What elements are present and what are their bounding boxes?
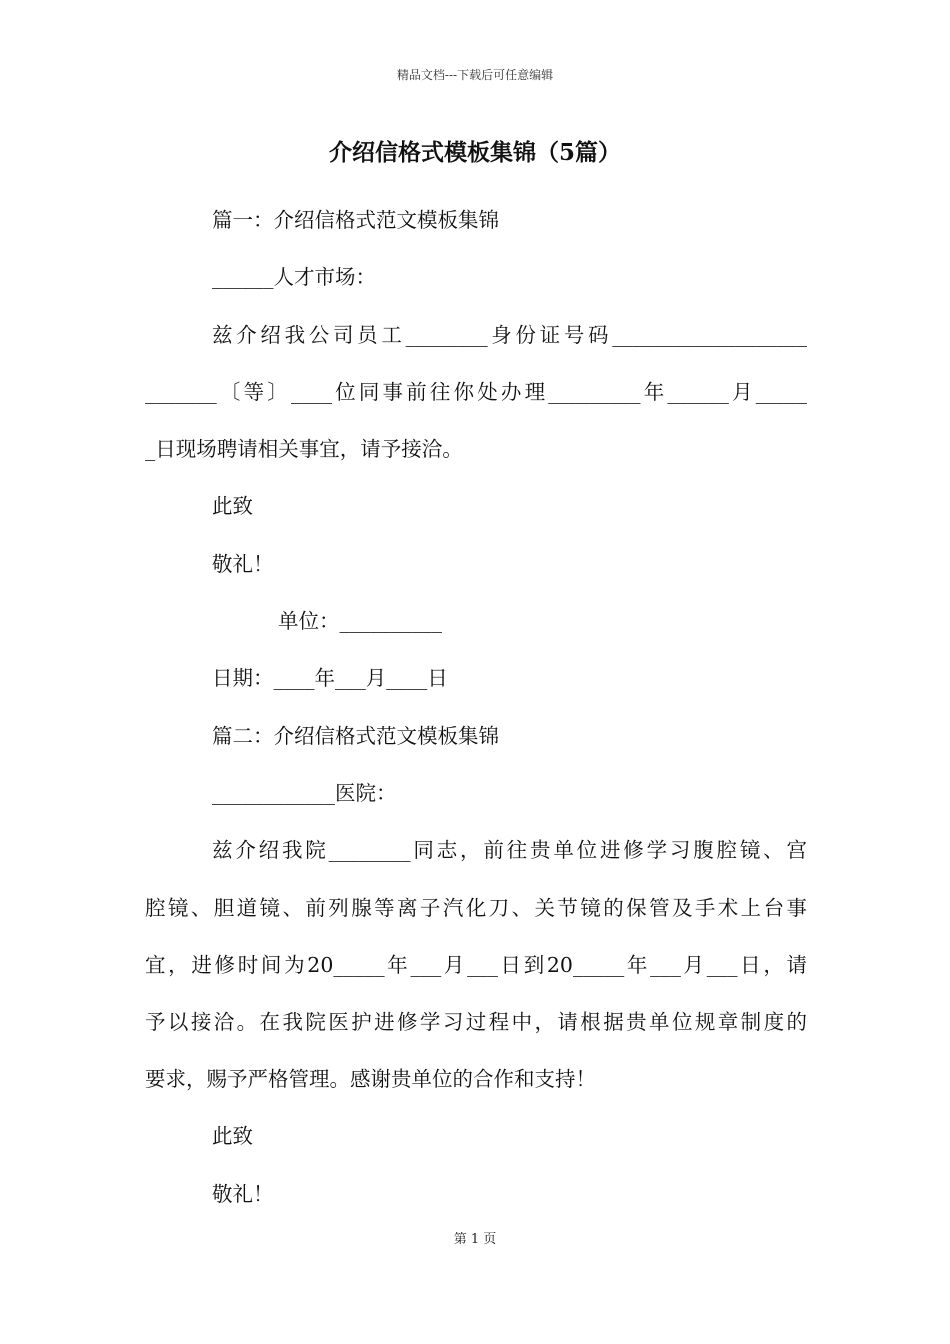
section2-body-line-3: 宜，进修时间为20_____年___月___日到20_____年___月___日，请 <box>145 953 807 977</box>
section1-closing-1: 此致 <box>212 494 253 518</box>
page-number: 第 1 页 <box>453 1232 497 1247</box>
section1-date-line: 日期：____年___月____日 <box>212 666 448 690</box>
section2-addressee: ____________医院： <box>212 781 397 805</box>
section1-body-line-2: _______〔等〕____位同事前往你处办理_________年______月_____ <box>145 380 807 404</box>
section1-body-line-3: _日现场聘请相关事宜，请予接洽。 <box>145 437 463 461</box>
section2-closing-1: 此致 <box>212 1124 253 1148</box>
section1-unit-line: 单位：__________ <box>278 609 442 633</box>
section2-body-line-5: 要求，赐予严格管理。感谢贵单位的合作和支持！ <box>145 1067 596 1091</box>
document-title: 介绍信格式模板集锦（5篇） <box>328 139 621 166</box>
section2-body-line-2: 腔镜、胆道镜、前列腺等离子汽化刀、关节镜的保管及手术上台事 <box>145 896 807 920</box>
section2-body-line-4: 予以接洽。在我院医护进修学习过程中，请根据贵单位规章制度的 <box>145 1010 807 1034</box>
section1-addressee: ______人才市场： <box>212 265 376 289</box>
section1-heading: 篇一：介绍信格式范文模板集锦 <box>212 208 499 232</box>
section2-body-line-1: 兹介绍我院________同志，前往贵单位进修学习腹腔镜、宫 <box>212 838 807 862</box>
section2-heading: 篇二：介绍信格式范文模板集锦 <box>212 724 499 748</box>
section2-closing-2: 敬礼！ <box>212 1182 274 1206</box>
section1-body-line-1: 兹介绍我公司员工________身份证号码___________________ <box>212 323 807 347</box>
section1-closing-2: 敬礼！ <box>212 552 274 576</box>
page-header: 精品文档---下载后可任意编辑 <box>396 68 554 82</box>
